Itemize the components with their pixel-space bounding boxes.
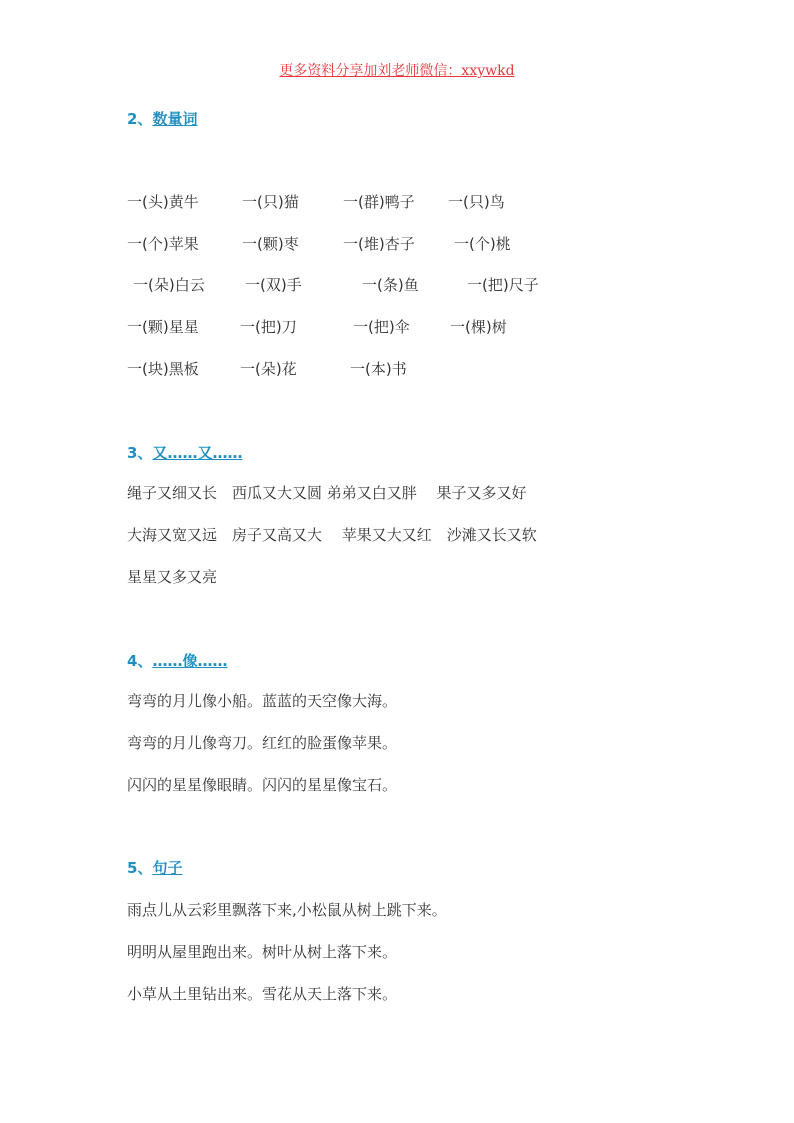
text-line: 弯弯的月儿像小船。蓝蓝的天空像大海。 [127, 692, 398, 710]
text-line: 小草从土里钻出来。雪花从天上落下来。 [127, 985, 398, 1003]
grid-cell: 一(只)鸟 [448, 193, 505, 211]
section-title: 数量词 [152, 110, 198, 128]
section-title: ……像…… [152, 652, 228, 670]
grid-cell: 一(朵)花 [240, 360, 297, 378]
section-heading-2 [127, 108, 197, 129]
grid-cell: 一(颗)枣 [242, 235, 299, 253]
grid-cell: 一(棵)树 [450, 318, 507, 336]
grid-cell: 一(双)手 [245, 276, 302, 294]
section-number: 3、 [127, 444, 153, 462]
text-line: 星星又多又亮 [127, 568, 218, 586]
text-line: 弯弯的月儿像弯刀。红红的脸蛋像苹果。 [127, 734, 398, 752]
grid-cell: 一(把)刀 [240, 318, 297, 336]
grid-cell: 一(个)桃 [454, 235, 511, 253]
section-number: 4、 [127, 652, 153, 670]
section-heading-3 [127, 442, 242, 463]
section-number: 2、 [127, 110, 153, 128]
section-title: 句子 [152, 859, 183, 877]
grid-cell: 一(块)黑板 [127, 360, 199, 378]
grid-cell: 一(堆)杏子 [343, 235, 415, 253]
text-line: 绳子又细又长 西瓜又大又圆 弟弟又白又胖 果子又多又好 [127, 484, 527, 502]
grid-cell: 一(把)伞 [353, 318, 410, 336]
header-link[interactable]: 更多资料分享加刘老师微信：xxywkd [279, 63, 515, 79]
grid-cell: 一(本)书 [350, 360, 407, 378]
grid-cell: 一(头)黄牛 [127, 193, 199, 211]
grid-cell: 一(个)苹果 [127, 235, 199, 253]
grid-cell: 一(只)猫 [242, 193, 299, 211]
section-number: 5、 [127, 859, 153, 877]
grid-cell: 一(群)鸭子 [343, 193, 415, 211]
text-line: 明明从屋里跑出来。树叶从树上落下来。 [127, 943, 398, 961]
grid-cell: 一(朵)白云 [133, 276, 205, 294]
text-line: 闪闪的星星像眼睛。闪闪的星星像宝石。 [127, 776, 398, 794]
section-heading-4 [127, 650, 227, 671]
grid-cell: 一(把)尺子 [467, 276, 539, 294]
grid-cell: 一(条)鱼 [362, 276, 419, 294]
text-line: 大海又宽又远 房子又高又大 苹果又大又红 沙滩又长又软 [127, 526, 537, 544]
section-heading-5 [127, 857, 182, 878]
text-line: 雨点儿从云彩里飘落下来,小松鼠从树上跳下来。 [127, 901, 447, 919]
section-title: 又……又…… [152, 444, 243, 462]
grid-cell: 一(颗)星星 [127, 318, 199, 336]
